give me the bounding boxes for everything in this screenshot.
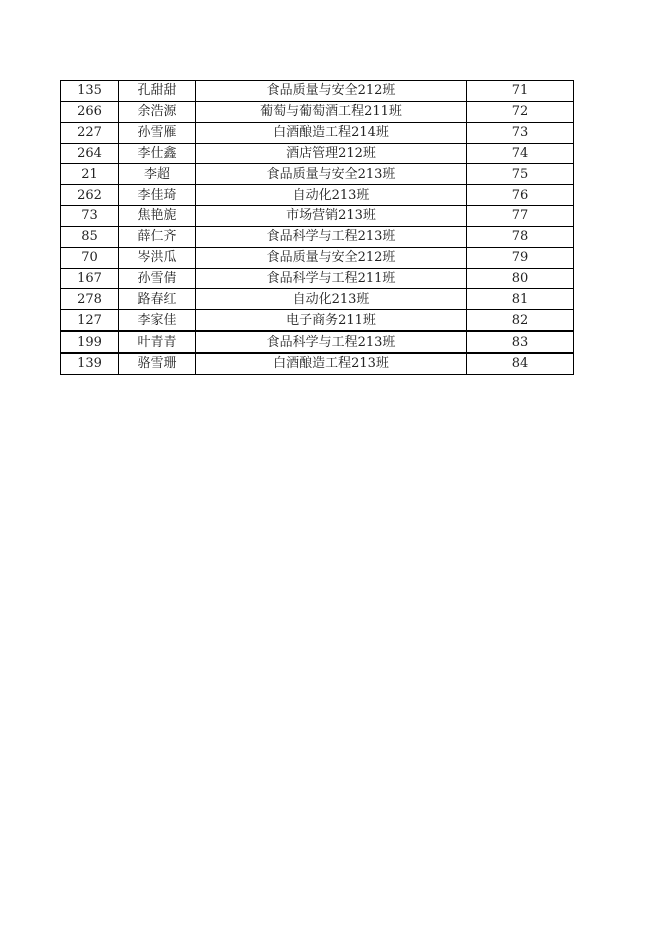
table-row [61, 353, 574, 374]
table-row [61, 143, 574, 164]
name-cell: 焦艳旎 [119, 206, 196, 227]
table-row [61, 164, 574, 185]
id-cell: 227 [61, 122, 119, 143]
name-cell: 李仕鑫 [119, 143, 196, 164]
rank-cell: 83 [467, 331, 574, 353]
class-cell: 自动化213班 [196, 185, 467, 206]
name-cell: 薛仁齐 [119, 226, 196, 247]
id-cell: 262 [61, 185, 119, 206]
class-cell: 酒店管理212班 [196, 143, 467, 164]
table-row [61, 101, 574, 122]
id-cell: 264 [61, 143, 119, 164]
rank-cell: 76 [467, 185, 574, 206]
class-cell: 电子商务211班 [196, 310, 467, 331]
table-row [61, 226, 574, 247]
class-cell: 食品科学与工程211班 [196, 268, 467, 289]
name-cell: 孙雪雁 [119, 122, 196, 143]
id-cell: 278 [61, 289, 119, 310]
id-cell: 135 [61, 81, 119, 102]
class-cell: 葡萄与葡萄酒工程211班 [196, 101, 467, 122]
name-cell: 孔甜甜 [119, 81, 196, 102]
table-row [61, 122, 574, 143]
name-cell: 岑洪瓜 [119, 247, 196, 268]
rank-cell: 84 [467, 353, 574, 374]
rank-cell: 77 [467, 206, 574, 227]
student-table [60, 80, 574, 375]
rank-cell: 79 [467, 247, 574, 268]
table-row [61, 289, 574, 310]
table-row [61, 310, 574, 331]
class-cell: 白酒酿造工程213班 [196, 353, 467, 374]
id-cell: 21 [61, 164, 119, 185]
name-cell: 叶青青 [119, 331, 196, 353]
name-cell: 骆雪珊 [119, 353, 196, 374]
name-cell: 李超 [119, 164, 196, 185]
rank-cell: 75 [467, 164, 574, 185]
class-cell: 食品科学与工程213班 [196, 331, 467, 353]
rank-cell: 71 [467, 81, 574, 102]
table-row [61, 206, 574, 227]
rank-cell: 72 [467, 101, 574, 122]
class-cell: 食品质量与安全213班 [196, 164, 467, 185]
table-row [61, 185, 574, 206]
id-cell: 127 [61, 310, 119, 331]
rank-cell: 80 [467, 268, 574, 289]
name-cell: 李家佳 [119, 310, 196, 331]
name-cell: 路春红 [119, 289, 196, 310]
table-row [61, 81, 574, 102]
id-cell: 199 [61, 331, 119, 353]
class-cell: 食品科学与工程213班 [196, 226, 467, 247]
rank-cell: 81 [467, 289, 574, 310]
class-cell: 食品质量与安全212班 [196, 81, 467, 102]
table-row [61, 268, 574, 289]
id-cell: 167 [61, 268, 119, 289]
id-cell: 85 [61, 226, 119, 247]
id-cell: 73 [61, 206, 119, 227]
table-row [61, 331, 574, 353]
name-cell: 李佳琦 [119, 185, 196, 206]
name-cell: 余浩源 [119, 101, 196, 122]
class-cell: 市场营销213班 [196, 206, 467, 227]
rank-cell: 78 [467, 226, 574, 247]
rank-cell: 82 [467, 310, 574, 331]
rank-cell: 73 [467, 122, 574, 143]
class-cell: 食品质量与安全212班 [196, 247, 467, 268]
id-cell: 139 [61, 353, 119, 374]
class-cell: 自动化213班 [196, 289, 467, 310]
table-row [61, 247, 574, 268]
id-cell: 266 [61, 101, 119, 122]
id-cell: 70 [61, 247, 119, 268]
rank-cell: 74 [467, 143, 574, 164]
name-cell: 孙雪倩 [119, 268, 196, 289]
class-cell: 白酒酿造工程214班 [196, 122, 467, 143]
